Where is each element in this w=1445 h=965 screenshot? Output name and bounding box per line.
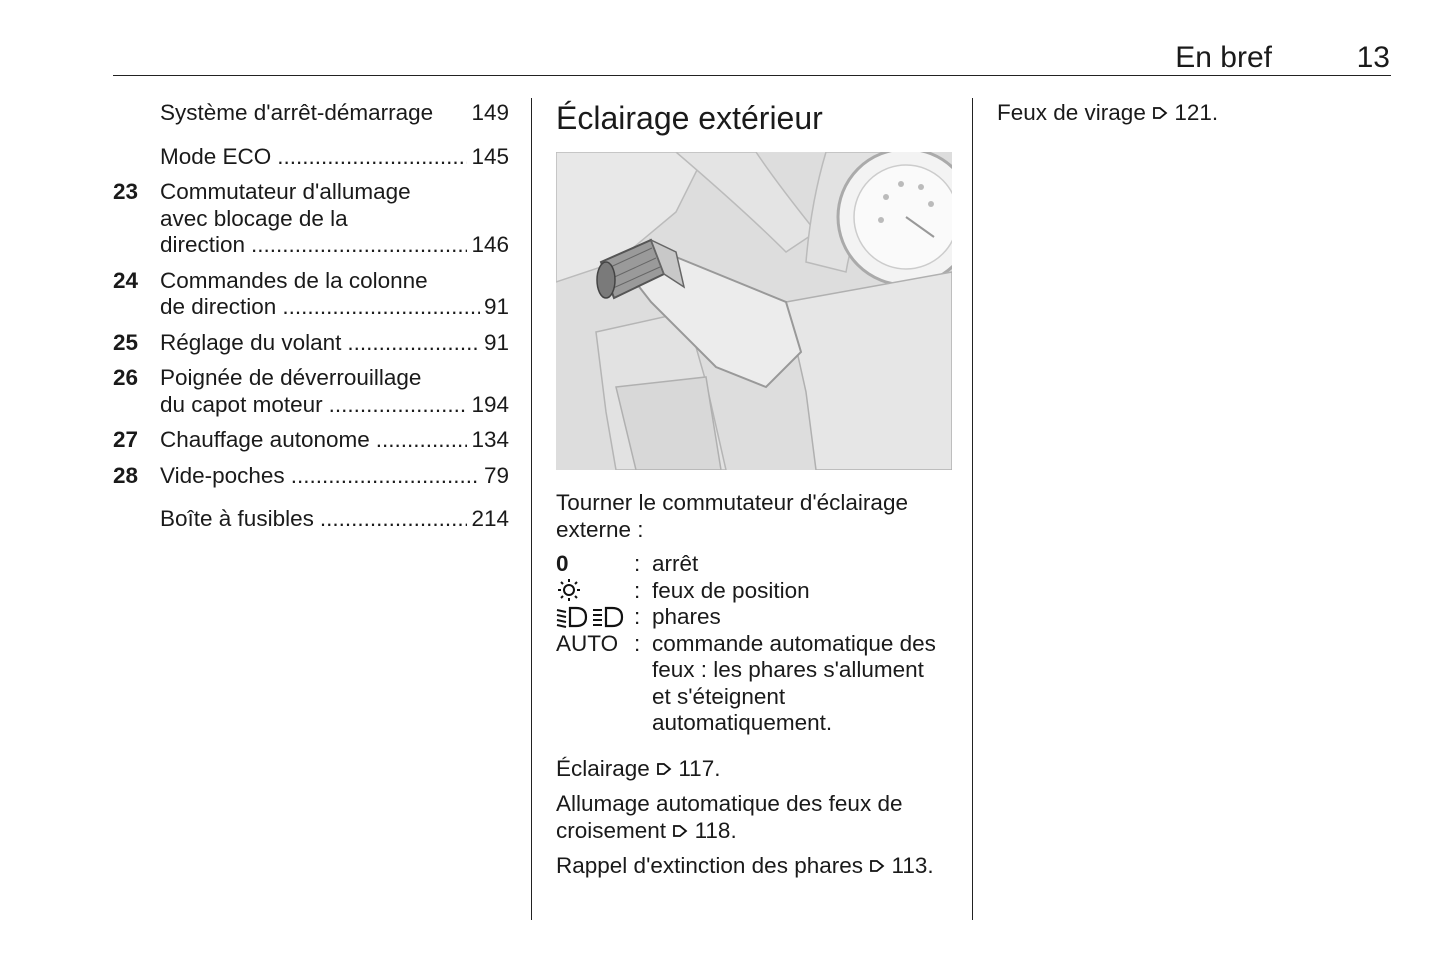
leader-dots	[320, 506, 468, 533]
leader-dots	[376, 427, 468, 454]
leader-dots	[329, 392, 468, 419]
auto-symbol: AUTO	[556, 630, 619, 656]
header-rule	[113, 75, 1391, 76]
entry-text: Mode ECO	[160, 143, 272, 169]
intro-text: Tourner le commutateur d'éclairage externe :	[556, 490, 908, 542]
switch-position-description: arrêt	[652, 551, 699, 576]
index-entry	[113, 100, 509, 127]
index-entry	[113, 268, 509, 321]
index-entry	[113, 506, 509, 533]
leader-dots	[291, 463, 480, 490]
index-entry	[113, 144, 509, 171]
entry-text: Système d'arrêt-démarrage	[160, 100, 434, 125]
reference-page: 117.	[678, 755, 721, 781]
entry-page: 91	[483, 294, 509, 319]
entry-text: Réglage du volant	[160, 329, 342, 355]
entry-text: du capot moteur	[160, 391, 323, 417]
reference-arrow-icon	[672, 818, 688, 845]
switch-positions-table	[556, 551, 952, 737]
entry-text: Commandes de la colonne	[160, 267, 428, 293]
entry-text: Vide-poches	[160, 462, 285, 488]
middle-column	[556, 98, 952, 880]
entry-page: 146	[471, 232, 509, 257]
entry-page: 214	[471, 506, 509, 531]
entry-page: 145	[471, 143, 509, 169]
leader-dots	[347, 330, 480, 357]
reference-page: 121.	[1174, 100, 1219, 125]
entry-number: 25	[113, 329, 139, 355]
index-entry	[113, 365, 509, 418]
index-entry	[113, 179, 509, 259]
switch-position-description: commande automatique des feux : les phares s'allument et s'éteignent automatiquement.	[652, 630, 936, 735]
reference-page: 113.	[891, 853, 934, 878]
entry-text: de direction	[160, 294, 277, 319]
reference-arrow-icon	[656, 756, 672, 783]
entry-number: 23	[113, 179, 139, 204]
index-entry	[113, 463, 509, 490]
column-divider	[972, 98, 973, 920]
entry-text: Poignée de déverrouillage	[160, 365, 422, 390]
off-symbol: 0	[556, 551, 569, 576]
entry-text: direction	[160, 232, 246, 257]
reference-arrow-icon	[1152, 100, 1168, 127]
cross-reference: Éclairage 117.	[556, 755, 721, 781]
entry-text: Boîte à fusibles	[160, 506, 314, 531]
entry-page: 194	[471, 391, 509, 417]
left-column	[113, 98, 509, 533]
parking-light-icon	[556, 578, 582, 602]
light-switch-illustration	[556, 152, 952, 470]
leader-dots	[277, 144, 467, 171]
column-divider	[531, 98, 532, 920]
switch-position-row: : phares	[556, 604, 952, 631]
switch-position-row: : feux de position	[556, 578, 952, 605]
cross-reference: Feux de virage 121.	[997, 100, 1219, 125]
cross-reference: Rappel d'extinction des phares 113.	[556, 853, 934, 878]
entry-number: 26	[113, 365, 139, 390]
entry-text: avec blocage de la	[160, 205, 348, 231]
entry-number: 24	[113, 267, 139, 293]
entry-number: 28	[113, 462, 139, 488]
reference-page: 118.	[694, 817, 737, 843]
header-title: En bref	[1175, 41, 1272, 74]
leader-dots	[282, 294, 480, 321]
right-column	[997, 98, 1391, 127]
headlight-icons	[556, 606, 626, 628]
switch-position-description: feux de position	[652, 577, 810, 603]
switch-position-description: phares	[652, 604, 721, 629]
entry-page: 149	[471, 100, 509, 125]
section-title: Éclairage extérieur	[556, 100, 823, 136]
switch-position-row: AUTO : commande automatique des feux : les phares s'allument et s'éteignent automatiquement.	[556, 631, 952, 737]
index-entry	[113, 330, 509, 357]
index-entry	[113, 427, 509, 454]
entry-page: 91	[483, 329, 509, 355]
leader-dots	[251, 232, 467, 259]
page-number: 13	[1356, 41, 1390, 74]
entry-text: Commutateur d'allumage	[160, 179, 411, 204]
entry-text: Chauffage autonome	[160, 427, 370, 452]
reference-arrow-icon	[869, 853, 885, 880]
cross-reference: Allumage automatique des feux de croisement 118.	[556, 791, 903, 843]
entry-page: 134	[471, 427, 509, 452]
low-beam-icon	[557, 608, 586, 627]
entry-number: 27	[113, 427, 139, 452]
switch-position-row: 0 : arrêt	[556, 551, 952, 578]
high-beam-icon	[593, 608, 622, 626]
entry-page: 79	[483, 462, 509, 488]
